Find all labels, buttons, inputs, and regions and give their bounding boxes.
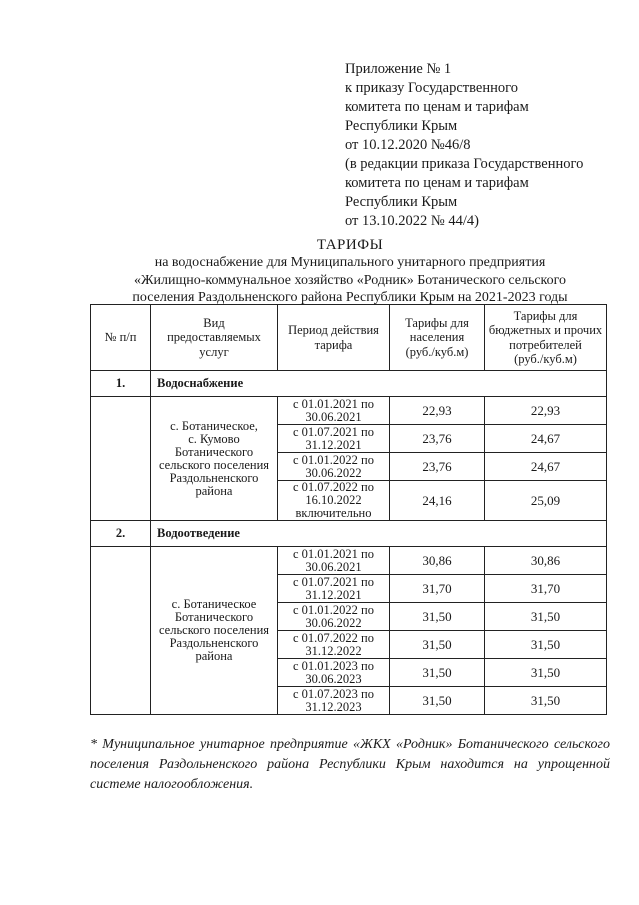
text-line: Тарифы для (405, 315, 469, 330)
text-line: с 01.01.2021 по (293, 546, 374, 561)
text-line: с 01.01.2022 по (293, 602, 374, 617)
text-line: предоставляемых (167, 330, 261, 345)
period-cell (278, 425, 390, 453)
text-line: 30.06.2021 (305, 409, 362, 424)
text-line: с. Кумово (188, 431, 240, 446)
row-number-cell (91, 397, 151, 521)
population-tariff-cell: 23,76 (390, 453, 485, 481)
budget-tariff-cell: 31,50 (485, 659, 607, 687)
period-cell (278, 397, 390, 425)
budget-tariff-cell: 25,09 (485, 481, 607, 521)
text-line: с. Ботаническое (171, 597, 257, 611)
text-line: с. Ботаническое, (170, 418, 258, 433)
period-cell (278, 687, 390, 715)
text-line: услуг (199, 344, 229, 359)
text-line: потребителей (509, 337, 582, 352)
subtitle-line: «Жилищно-коммунальное хозяйство «Родник» Ботанического сельского (133, 272, 567, 288)
text-line: (руб./куб.м) (514, 352, 577, 366)
header-line: комитета по ценам и тарифам (345, 175, 529, 191)
text-line: 31.12.2022 (305, 643, 362, 658)
document-subtitle (60, 254, 639, 307)
budget-tariff-cell: 31,70 (485, 575, 607, 603)
text-line: Раздольненского (169, 636, 259, 650)
table-header-row (91, 305, 607, 371)
subtitle-line: поселения Раздольненского района Республики Крым на 2021-2023 годы (132, 290, 568, 305)
text-line: сельского поселения (158, 623, 270, 637)
population-tariff-cell: 31,50 (390, 603, 485, 631)
text-line: с 01.01.2022 по (293, 452, 374, 467)
text-line: 16.10.2022 (305, 493, 362, 507)
period-cell (278, 575, 390, 603)
budget-tariff-cell: 31,50 (485, 631, 607, 659)
population-tariff-cell: 24,16 (390, 481, 485, 521)
text-line: № п/п (104, 330, 137, 345)
text-line: 30.06.2021 (305, 559, 362, 574)
header-line: к приказу Государственного (345, 80, 518, 96)
period-cell (278, 659, 390, 687)
text-line: 31.12.2023 (305, 699, 362, 714)
budget-tariff-cell: 30,86 (485, 547, 607, 575)
section-number: 2. (91, 521, 151, 547)
text-line: Вид (203, 315, 225, 330)
section-title: Водоотведение (151, 521, 607, 547)
header-line: Республики Крым (345, 118, 458, 134)
text-line: Тарифы для (513, 308, 578, 323)
population-tariff-cell: 31,50 (390, 687, 485, 715)
period-cell (278, 631, 390, 659)
population-tariff-cell: 31,70 (390, 575, 485, 603)
text-line: Ботанического (174, 444, 254, 459)
text-line: 31.12.2021 (305, 587, 362, 602)
period-cell (278, 603, 390, 631)
text-line: включительно (295, 506, 372, 520)
budget-tariff-cell: 31,50 (485, 687, 607, 715)
column-header (278, 305, 390, 371)
section-row (91, 371, 607, 397)
text-line: района (195, 649, 233, 663)
text-line: сельского поселения (158, 457, 270, 472)
text-line: 30.06.2023 (305, 671, 362, 686)
text-line: населения (409, 330, 465, 345)
population-tariff-cell: 31,50 (390, 631, 485, 659)
text-line: 30.06.2022 (305, 615, 362, 630)
section-number: 1. (91, 371, 151, 397)
service-cell (151, 547, 278, 715)
header-line: (в редакции приказа Государственного (345, 156, 584, 172)
budget-tariff-cell: 31,50 (485, 603, 607, 631)
row-number-cell (91, 547, 151, 715)
subtitle-line: на водоснабжение для Муниципального унитарного предприятия (154, 255, 546, 270)
header-line: Приложение № 1 (345, 61, 452, 77)
population-tariff-cell: 23,76 (390, 425, 485, 453)
text-line: 31.12.2021 (305, 437, 362, 452)
header-line: от 10.12.2020 №46/8 (345, 137, 471, 153)
column-header (390, 305, 485, 371)
population-tariff-cell: 22,93 (390, 397, 485, 425)
footnote: * Муниципальное унитарное предприятие «ЖКХ «Родник» Ботанического сельского поселения Раздольненского района Республики Крым находится на упрощенной системе налогообложения. (90, 737, 610, 792)
text-line: Период действия (288, 323, 379, 337)
table-row (91, 547, 607, 575)
header-line: Республики Крым (345, 194, 458, 210)
budget-tariff-cell: 24,67 (485, 425, 607, 453)
text-line: тарифа (314, 337, 353, 352)
budget-tariff-cell: 24,67 (485, 453, 607, 481)
text-line: Ботанического (174, 610, 254, 624)
section-title: Водоснабжение (151, 371, 607, 397)
title-block (60, 236, 639, 307)
text-line: Раздольненского (169, 470, 259, 485)
population-tariff-cell: 31,50 (390, 659, 485, 687)
document-title: ТАРИФЫ (316, 237, 384, 253)
text-line: с 01.07.2021 по (293, 424, 374, 439)
column-header (485, 305, 607, 371)
table-row (91, 397, 607, 425)
header-line: комитета по ценам и тарифам (345, 99, 529, 115)
tariff-table (90, 304, 607, 715)
text-line: (руб./куб.м) (405, 344, 469, 359)
text-line: района (195, 483, 233, 498)
text-line: 30.06.2022 (305, 465, 362, 480)
period-cell (278, 453, 390, 481)
text-line: с 01.01.2021 по (293, 396, 374, 411)
population-tariff-cell: 30,86 (390, 547, 485, 575)
column-header (91, 305, 151, 371)
period-cell (278, 547, 390, 575)
header-line: от 13.10.2022 № 44/4) (345, 213, 479, 229)
text-line: с 01.01.2023 по (293, 658, 374, 673)
text-line: с 01.07.2023 по (293, 686, 374, 701)
table-body (91, 371, 607, 715)
period-cell (278, 481, 390, 521)
column-header (151, 305, 278, 371)
appendix-header (345, 60, 625, 231)
text-line: бюджетных и прочих (488, 323, 603, 337)
text-line: с 01.07.2022 по (293, 630, 374, 645)
service-cell (151, 397, 278, 521)
text-line: с 01.07.2022 по (293, 480, 374, 494)
section-row (91, 521, 607, 547)
text-line: с 01.07.2021 по (293, 574, 374, 589)
budget-tariff-cell: 22,93 (485, 397, 607, 425)
